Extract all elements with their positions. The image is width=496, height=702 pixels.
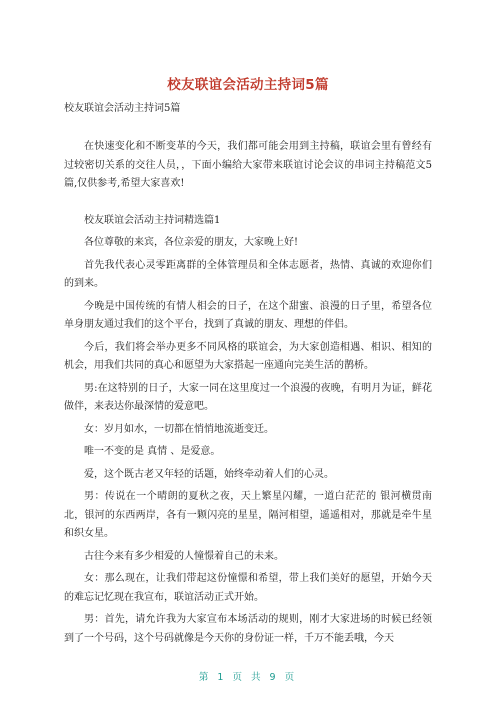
- section-heading: 校友联谊会活动主持词精选篇1: [84, 214, 221, 226]
- body-paragraph: 今晚是中国传统的有情人相会的日子，在这个甜蜜、浪漫的日子里，希望各位单身朋友通过我们的这个平台，找到了真诚的朋友、理想的伴侣。: [64, 300, 432, 330]
- body-paragraph: 男：首先，请允许我为大家宣布本场活动的规则，刚才大家进场的时候已经领到了一个号码，这个号码就像是今天你的身份证一样，千万不能丢哦，今天: [64, 614, 432, 644]
- document-subtitle: 校友联谊会活动主持词5篇: [64, 103, 181, 114]
- page-number-footer: 第 1 页 共 9 页: [198, 672, 298, 683]
- document-body: [64, 138, 432, 652]
- body-paragraph: 男:在这特别的日子，大家一同在这里度过一个浪漫的夜晚，有明月为证，鲜花做伴，来表达你最深情的爱意吧。: [64, 382, 432, 412]
- body-paragraph: 首先我代表心灵零距离群的全体管理员和全体志愿者，热情、真诚的欢迎你们的到来。: [64, 259, 432, 289]
- intro-paragraph: 在快速变化和不断变革的今天，我们都可能会用到主持稿，联谊会里有曾经有过较密切关系的交往人员，，下面小编给大家带来联谊讨论会议的串词主持稿范文5篇,仅供参考,希望大家喜欢!: [64, 141, 432, 189]
- body-paragraph: 唯一不变的是 真情 、是爱意。: [84, 446, 221, 457]
- document-title: 校友联谊会活动主持词5篇: [167, 77, 329, 93]
- body-paragraph: 各位尊敬的来宾，各位亲爱的朋友，大家晚上好!: [84, 237, 299, 248]
- body-paragraph: 女：那么现在，让我们带起这份憧憬和希望，带上我们美好的愿望，开始今天的难忘记忆现在我宣布，联谊活动正式开始。: [64, 573, 432, 603]
- body-paragraph: 爱，这个既古老又年轻的话题，始终牵动着人们的心灵。: [84, 468, 334, 480]
- body-paragraph: 女：岁月如水，一切都在悄悄地流逝变迁。: [84, 423, 274, 435]
- body-paragraph: 古往今来有多少相爱的人憧憬着自己的未来。: [84, 550, 284, 562]
- body-paragraph: 男：传说在一个晴朗的夏秋之夜，天上繁星闪耀，一道白茫茫的 银河横贯南北，银河的东西两岸，各有一颗闪亮的星星，隔河相望，遥遥相对，那就是牵牛星和织女星。: [64, 491, 432, 539]
- body-paragraph: 今后，我们将会举办更多不同风格的联谊会，为大家创造相遇、相识、相知的机会，用我们共同的真心和愿望为大家搭起一座通向完美生活的鹊桥。: [64, 341, 432, 371]
